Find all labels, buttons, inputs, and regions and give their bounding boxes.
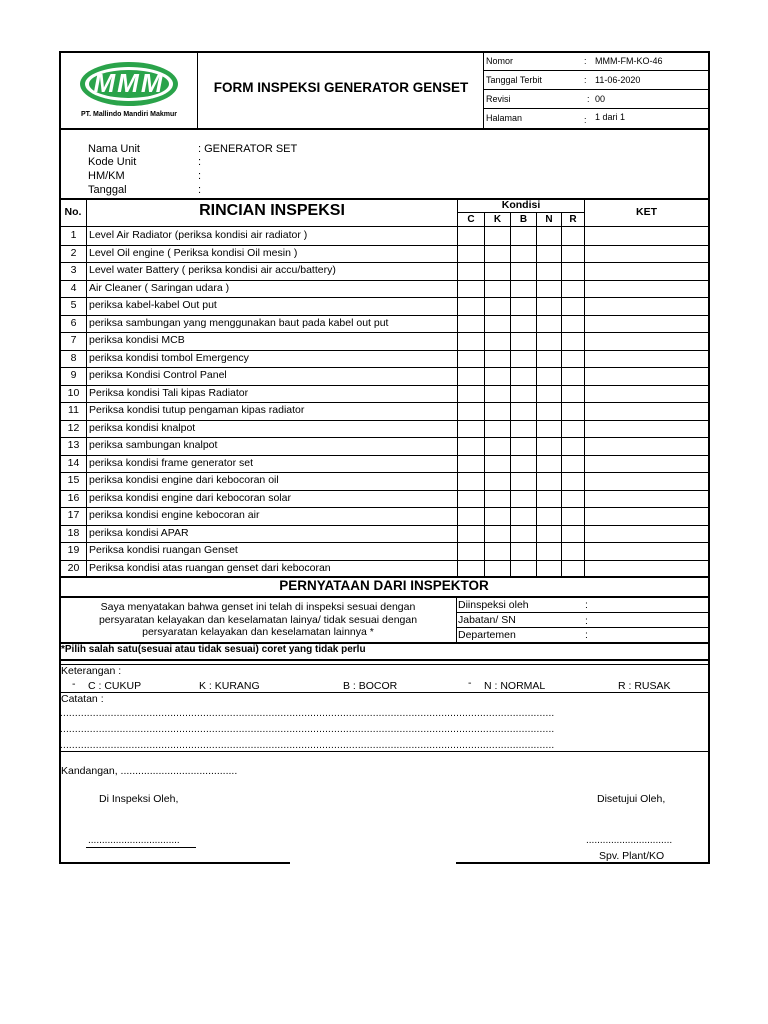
selection-note: *Pilih salah satu(sesuai atau tidak sesuai) coret yang tidak perlu bbox=[61, 644, 366, 655]
legend-dash: - bbox=[468, 677, 472, 689]
statement-line-2: persyaratan kelayakan dan keselamatan lainya/ tidak sesuai dengan bbox=[98, 614, 418, 626]
table-row bbox=[60, 297, 708, 316]
row-number: 15 bbox=[67, 474, 80, 486]
legend-cukup: C : CUKUP bbox=[88, 680, 142, 692]
table-row bbox=[60, 525, 708, 544]
table-row bbox=[60, 367, 708, 386]
kondisi-col-r: R bbox=[569, 214, 577, 225]
row-number: 8 bbox=[70, 351, 77, 364]
meta-colon: : bbox=[584, 56, 587, 66]
table-row bbox=[60, 385, 708, 404]
table-row bbox=[60, 472, 708, 491]
approver-signature-line: ............................... bbox=[586, 835, 673, 846]
row-description: periksa kondisi engine dari kebocoran oil bbox=[89, 474, 279, 486]
inspected-by-heading: Di Inspeksi Oleh, bbox=[99, 793, 179, 805]
unit-code-value: : bbox=[198, 156, 202, 168]
position-sn-label: Jabatan/ SN bbox=[458, 614, 516, 626]
table-row bbox=[60, 350, 708, 369]
unit-code-label: Kode Unit bbox=[88, 156, 137, 168]
row-number: 7 bbox=[70, 334, 77, 346]
approved-by-heading: Disetujui Oleh, bbox=[597, 793, 666, 805]
row-description: Level Oil engine ( Periksa kondisi Oil mesin ) bbox=[89, 246, 298, 259]
row-number: 10 bbox=[67, 386, 80, 399]
approver-role: Spv. Plant/KO bbox=[599, 850, 665, 862]
table-row bbox=[60, 280, 708, 299]
table-row bbox=[60, 245, 708, 264]
meta-value-revisi: 00 bbox=[595, 94, 606, 104]
legend-normal: N : NORMAL bbox=[484, 680, 546, 692]
table-row bbox=[60, 315, 708, 334]
meta-label-nomor: Nomor bbox=[486, 56, 514, 66]
legend-kurang: K : KURANG bbox=[199, 680, 260, 692]
row-description: periksa kondisi MCB bbox=[89, 334, 185, 346]
row-description: periksa Kondisi Control Panel bbox=[89, 369, 227, 381]
row-description: periksa sambungan yang menggunakan baut pada kabel out put bbox=[89, 316, 389, 329]
statement-line-1: Saya menyatakan bahwa genset ini telah di inspeksi sesuai dengan bbox=[100, 601, 416, 613]
date-label: Tanggal bbox=[88, 184, 127, 196]
department-value: : bbox=[585, 629, 588, 641]
kondisi-col-n: N bbox=[545, 214, 553, 225]
kondisi-col-c: C bbox=[467, 214, 475, 225]
company-name: PT. Mallindo Mandiri Makmur bbox=[80, 111, 178, 118]
kondisi-col-b: B bbox=[519, 214, 528, 225]
table-row bbox=[60, 542, 708, 561]
meta-label-revisi: Revisi bbox=[486, 94, 511, 104]
row-description: Level Air Radiator (periksa kondisi air radiator ) bbox=[89, 229, 308, 241]
table-row bbox=[60, 227, 708, 246]
meta-label-tanggal-terbit: Tanggal Terbit bbox=[486, 75, 542, 85]
meta-value-tanggal-terbit: 11-06-2020 bbox=[595, 75, 641, 85]
row-number: 14 bbox=[67, 456, 80, 469]
date-value: : bbox=[198, 184, 202, 196]
legend-title: Keterangan : bbox=[61, 665, 122, 677]
position-sn-value: : bbox=[585, 615, 588, 627]
place-date: Kandangan, ........................................ bbox=[61, 765, 238, 777]
column-header-ket: KET bbox=[636, 206, 657, 218]
inspected-by-label: Diinspeksi oleh bbox=[458, 599, 529, 611]
row-number: 17 bbox=[67, 509, 80, 521]
row-number: 4 bbox=[70, 281, 77, 294]
hmkm-value: : bbox=[198, 170, 202, 182]
table-row bbox=[60, 332, 708, 351]
row-description: Periksa kondisi atas ruangan genset dari kebocoran bbox=[89, 561, 331, 574]
row-number: 3 bbox=[70, 264, 77, 276]
legend-dash: - bbox=[72, 678, 76, 690]
form-title: FORM INSPEKSI GENERATOR GENSET bbox=[213, 80, 469, 95]
row-description: Air Cleaner ( Saringan udara ) bbox=[89, 281, 230, 294]
notes-title: Catatan : bbox=[61, 693, 104, 705]
table-row bbox=[60, 507, 708, 526]
meta-colon: : bbox=[584, 75, 587, 85]
column-header-no: No. bbox=[64, 206, 82, 218]
legend-bocor: B : BOCOR bbox=[343, 680, 398, 692]
row-number: 20 bbox=[67, 561, 80, 574]
meta-colon: : bbox=[587, 94, 590, 104]
meta-colon: : bbox=[584, 115, 587, 125]
row-description: periksa kondisi engine kebocoran air bbox=[89, 509, 260, 521]
row-description: periksa kondisi knalpot bbox=[89, 421, 196, 434]
table-row bbox=[60, 402, 708, 421]
meta-value-halaman: 1 dari 1 bbox=[595, 112, 626, 122]
row-number: 18 bbox=[67, 526, 80, 539]
unit-name-value: : GENERATOR SET bbox=[198, 143, 298, 155]
row-number: 19 bbox=[67, 544, 80, 556]
inspector-signature-line: ................................. bbox=[88, 835, 180, 846]
table-row bbox=[60, 455, 708, 474]
table-title: RINCIAN INSPEKSI bbox=[199, 202, 345, 219]
statement-line-3: persyaratan kelayakan dan keselamatan lainnya * bbox=[142, 626, 374, 638]
logo-mark: MMM bbox=[93, 68, 165, 98]
row-description: Level water Battery ( periksa kondisi air accu/battery) bbox=[89, 264, 336, 276]
row-number: 16 bbox=[67, 491, 80, 504]
row-number: 6 bbox=[70, 316, 77, 329]
kondisi-col-k: K bbox=[493, 214, 502, 225]
table-row bbox=[60, 437, 708, 456]
row-number: 11 bbox=[68, 404, 79, 416]
department-label: Departemen bbox=[458, 629, 516, 641]
row-description: periksa kondisi frame generator set bbox=[89, 456, 253, 469]
table-row bbox=[60, 490, 708, 509]
row-description: Periksa kondisi ruangan Genset bbox=[89, 544, 238, 556]
row-number: 2 bbox=[70, 246, 77, 259]
notes-line: ...................................................................................................................................................................... bbox=[60, 724, 555, 735]
row-description: periksa kondisi engine dari kebocoran solar bbox=[89, 491, 291, 504]
row-number: 1 bbox=[70, 229, 77, 241]
row-description: periksa sambungan knalpot bbox=[89, 439, 218, 451]
meta-label-halaman: Halaman bbox=[486, 113, 523, 123]
table-row bbox=[60, 262, 708, 281]
inspected-by-value: : bbox=[585, 599, 588, 611]
notes-line: ...................................................................................................................................................................... bbox=[60, 740, 555, 751]
meta-value-nomor: MMM-FM-KO-46 bbox=[595, 56, 663, 66]
unit-name-label: Nama Unit bbox=[88, 143, 140, 155]
row-description: periksa kondisi tombol Emergency bbox=[89, 351, 249, 364]
statement-title: PERNYATAAN DARI INSPEKTOR bbox=[279, 578, 489, 593]
legend-rusak: R : RUSAK bbox=[618, 680, 671, 692]
row-description: periksa kondisi APAR bbox=[89, 526, 189, 539]
row-number: 5 bbox=[70, 299, 77, 311]
notes-line: ...................................................................................................................................................................... bbox=[60, 708, 555, 719]
hmkm-label: HM/KM bbox=[88, 170, 125, 182]
row-description: periksa kabel-kabel Out put bbox=[89, 299, 217, 311]
row-number: 13 bbox=[67, 439, 80, 451]
row-description: Periksa kondisi Tali kipas Radiator bbox=[89, 386, 249, 399]
row-description: Periksa kondisi tutup pengaman kipas radiator bbox=[89, 404, 305, 416]
row-number: 9 bbox=[70, 369, 77, 381]
column-header-kondisi: Kondisi bbox=[501, 199, 541, 211]
table-row bbox=[60, 420, 708, 439]
row-number: 12 bbox=[67, 421, 80, 434]
